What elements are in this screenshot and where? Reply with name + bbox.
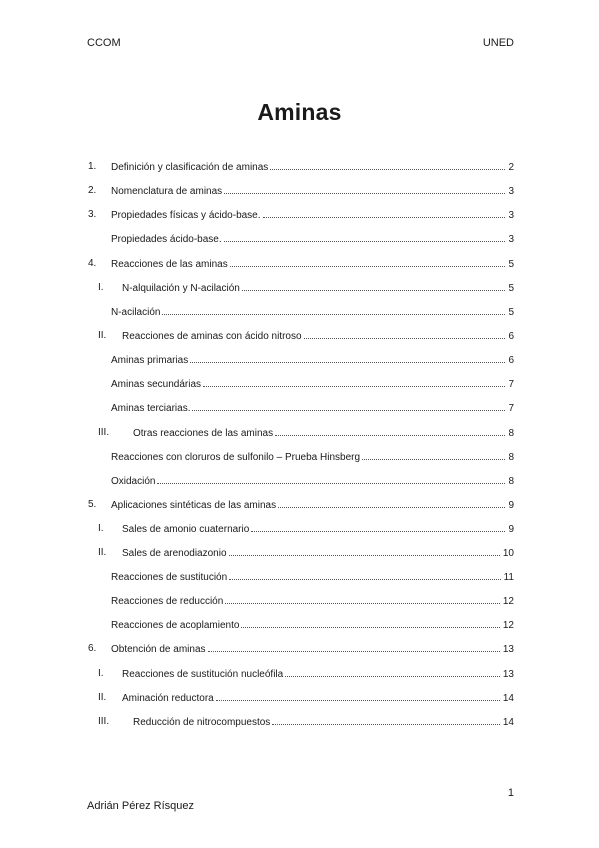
toc-row[interactable]: [0, 280, 599, 296]
toc-leader: [190, 352, 505, 363]
toc-number: 5.: [88, 499, 97, 510]
toc-leader: [208, 641, 500, 652]
toc-leader: [203, 376, 505, 387]
toc-page: 14: [502, 717, 514, 728]
toc-leader: [157, 473, 505, 484]
toc-entry[interactable]: [111, 497, 514, 514]
toc-row[interactable]: [0, 183, 599, 199]
toc-page: 6: [508, 355, 514, 366]
toc-page: 7: [508, 403, 514, 414]
toc-entry[interactable]: [111, 641, 514, 658]
toc-row[interactable]: [0, 593, 599, 609]
toc-row[interactable]: [0, 497, 599, 513]
toc-number: 2.: [88, 185, 97, 196]
toc-number: I.: [98, 282, 104, 293]
toc-text: Aminas secundárias: [111, 379, 202, 390]
toc-page: 3: [508, 234, 514, 245]
toc-page: 8: [508, 452, 514, 463]
toc-page: 11: [503, 572, 514, 583]
toc-number: 4.: [88, 258, 97, 269]
toc-number: III.: [98, 716, 110, 727]
header-left: CCOM: [87, 37, 121, 49]
toc-entry[interactable]: [111, 231, 514, 248]
toc-row[interactable]: [0, 473, 599, 489]
toc-page: 13: [502, 644, 514, 655]
toc-row[interactable]: [0, 714, 599, 730]
toc-leader: [229, 569, 500, 580]
toc-page: 3: [508, 186, 514, 197]
toc-leader: [224, 231, 506, 242]
toc-page: 6: [508, 331, 514, 342]
toc-entry[interactable]: [111, 593, 514, 610]
toc-entry[interactable]: [111, 352, 514, 369]
toc-entry[interactable]: [111, 304, 514, 321]
toc-leader: [216, 690, 500, 701]
page-title: Aminas: [257, 99, 342, 125]
toc-text: Reacciones de las aminas: [111, 259, 228, 270]
toc-entry[interactable]: [111, 400, 514, 417]
toc-row[interactable]: [0, 159, 599, 175]
toc-row[interactable]: [0, 690, 599, 706]
toc-entry[interactable]: [111, 256, 514, 273]
toc-leader: [362, 449, 505, 460]
toc-text: Definición y clasificación de aminas: [111, 162, 269, 173]
toc-row[interactable]: [0, 545, 599, 561]
toc-text: Aminas primarias: [111, 355, 189, 366]
toc-text: Reacciones de aminas con ácido nitroso: [122, 331, 302, 342]
toc-entry[interactable]: [133, 714, 514, 731]
toc-page: 8: [508, 428, 514, 439]
toc-text: Propiedades ácido-base.: [111, 234, 222, 245]
toc-entry[interactable]: [111, 376, 514, 393]
toc-text: Reacciones de sustitución: [111, 572, 228, 583]
toc-page: 5: [508, 307, 514, 318]
toc-text: Reacciones de acoplamiento: [111, 620, 240, 631]
toc-entry[interactable]: [122, 328, 514, 345]
toc-leader: [229, 545, 500, 556]
toc-page: 9: [508, 524, 514, 535]
toc-row[interactable]: [0, 376, 599, 392]
toc-entry[interactable]: [122, 521, 514, 538]
toc-text: Reacciones de sustitución nucleófila: [122, 669, 284, 680]
toc-entry[interactable]: [111, 617, 514, 634]
toc-leader: [224, 183, 505, 194]
toc-page: 5: [508, 283, 514, 294]
toc-page: 3: [508, 210, 514, 221]
toc-entry[interactable]: [111, 473, 514, 490]
toc-number: II.: [98, 330, 107, 341]
toc-row[interactable]: [0, 304, 599, 320]
toc-page: 5: [508, 259, 514, 270]
toc-leader: [242, 280, 506, 291]
toc-row[interactable]: [0, 521, 599, 537]
toc-number: 3.: [88, 209, 97, 220]
toc-text: Aminas terciarias.: [111, 403, 191, 414]
toc-row[interactable]: [0, 666, 599, 682]
toc-number: II.: [98, 692, 107, 703]
toc-number: II.: [98, 547, 107, 558]
toc-leader: [270, 159, 505, 170]
toc-entry[interactable]: [122, 666, 514, 683]
header-right: UNED: [482, 37, 514, 49]
toc-entry[interactable]: [122, 545, 514, 562]
toc-number: 1.: [88, 161, 97, 172]
toc-text: Aplicaciones sintéticas de las aminas: [111, 500, 277, 511]
toc-text: Reducción de nitrocompuestos: [133, 717, 271, 728]
toc-number: 6.: [88, 643, 97, 654]
toc-text: Otras reacciones de las aminas: [133, 428, 274, 439]
toc-entry[interactable]: [111, 183, 514, 200]
toc-row[interactable]: [0, 352, 599, 368]
toc-entry[interactable]: [111, 207, 514, 224]
toc-row[interactable]: [0, 400, 599, 416]
toc-row[interactable]: [0, 207, 599, 223]
toc-row[interactable]: [0, 256, 599, 272]
toc-number: I.: [98, 523, 104, 534]
toc-row[interactable]: [0, 569, 599, 585]
toc-number: I.: [98, 668, 104, 679]
toc-text: Reacciones de reducción: [111, 596, 224, 607]
toc-number: III.: [98, 427, 110, 438]
toc-page: 10: [502, 548, 514, 559]
toc-leader: [225, 593, 500, 604]
toc-leader: [241, 617, 499, 628]
toc-leader: [230, 256, 506, 267]
toc-row[interactable]: [0, 231, 599, 247]
toc-leader: [162, 304, 505, 315]
toc-row[interactable]: [0, 328, 599, 344]
toc-text: Obtención de aminas: [111, 644, 206, 655]
toc-text: N-acilación: [111, 307, 161, 318]
toc-page: 12: [502, 620, 514, 631]
toc-text: Sales de arenodiazonio: [122, 548, 227, 559]
toc-leader: [278, 497, 505, 508]
toc-entry[interactable]: [122, 280, 514, 297]
toc-row[interactable]: [0, 449, 599, 465]
toc-page: 8: [508, 476, 514, 487]
toc-leader: [251, 521, 505, 532]
page-number: 1: [507, 787, 514, 799]
toc-entry[interactable]: [111, 449, 514, 466]
toc-leader: [272, 714, 500, 725]
toc-row[interactable]: [0, 641, 599, 657]
toc-leader: [304, 328, 506, 339]
toc-text: Reacciones con cloruros de sulfonilo – Prueba Hinsberg: [111, 452, 361, 463]
toc-text: Oxidación: [111, 476, 156, 487]
toc-text: Nomenclatura de aminas: [111, 186, 223, 197]
toc-page: 14: [502, 693, 514, 704]
toc-leader: [285, 666, 500, 677]
toc-page: 12: [502, 596, 514, 607]
toc-page: 9: [508, 500, 514, 511]
toc-page: 7: [508, 379, 514, 390]
toc-text: Sales de amonio cuaternario: [122, 524, 250, 535]
toc-row[interactable]: [0, 425, 599, 441]
toc-text: Propiedades físicas y ácido-base.: [111, 210, 261, 221]
toc-leader: [192, 400, 505, 411]
toc-entry[interactable]: [133, 425, 514, 442]
toc-page: 13: [502, 669, 514, 680]
toc-leader: [263, 207, 506, 218]
footer-author: Adrián Pérez Rísquez: [87, 800, 194, 812]
toc-text: N-alquilación y N-acilación: [122, 283, 240, 294]
toc-text: Aminación reductora: [122, 693, 214, 704]
toc-row[interactable]: [0, 617, 599, 633]
toc-entry[interactable]: [111, 569, 514, 586]
toc-leader: [275, 425, 505, 436]
toc-page: 2: [508, 162, 514, 173]
toc-entry[interactable]: [122, 690, 514, 707]
toc-entry[interactable]: [111, 159, 514, 176]
